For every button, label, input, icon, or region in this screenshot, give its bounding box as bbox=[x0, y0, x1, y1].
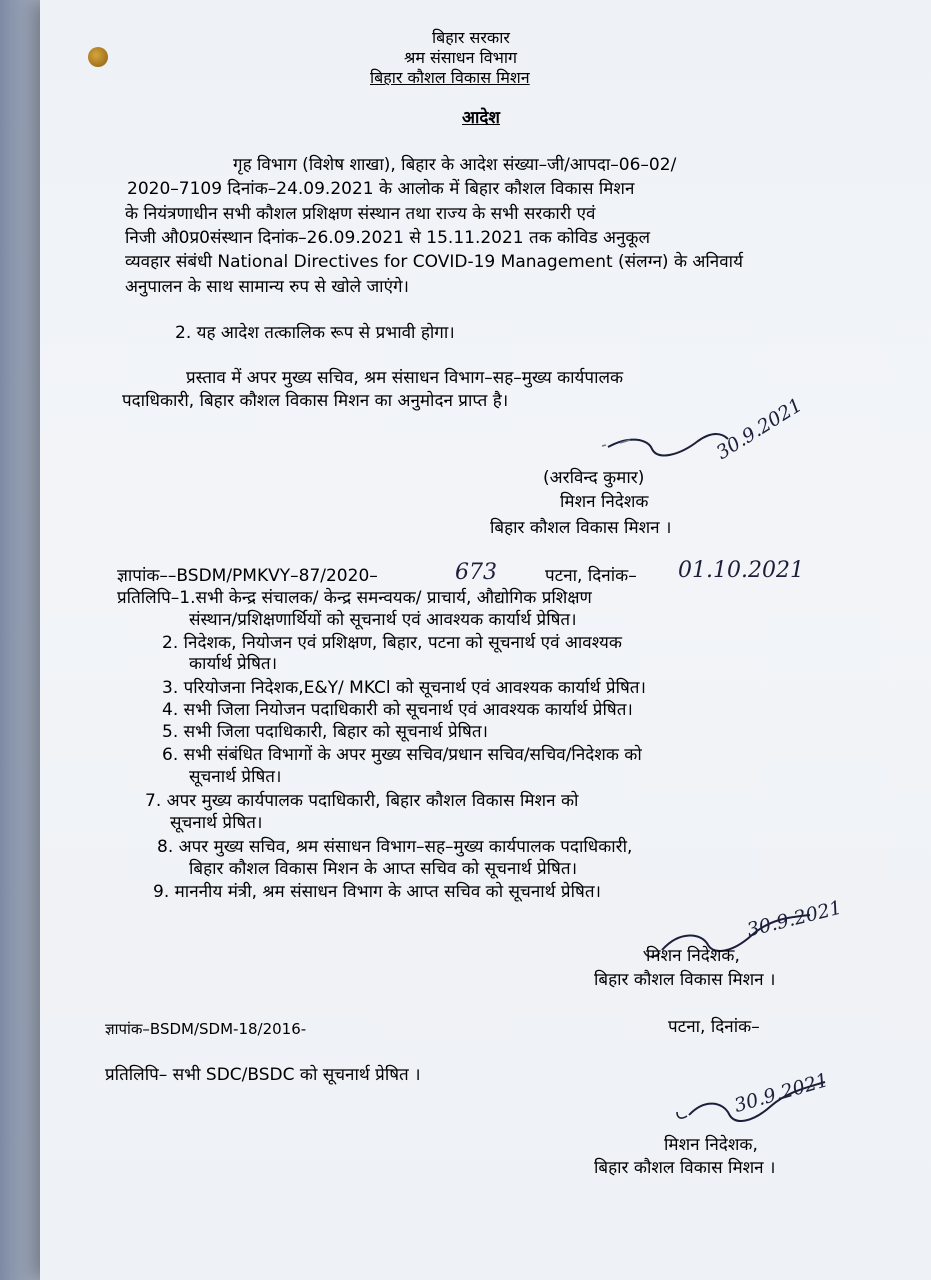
order-title: आदेश bbox=[462, 108, 500, 128]
signature-1-date: 30.9.2021 bbox=[712, 394, 807, 464]
memo1-ref: ज्ञापांक––BSDM/PMKVY–87/2020– bbox=[117, 566, 378, 586]
signatory3-org: बिहार कौशल विकास मिशन । bbox=[594, 1158, 776, 1178]
copy-item-2b: कार्यार्थ प्रेषित। bbox=[189, 654, 278, 674]
punch-hole bbox=[88, 47, 108, 67]
memo1-place-date: पटना, दिनांक– bbox=[545, 566, 637, 586]
copy-item-6b: सूचनार्थ प्रेषित। bbox=[189, 767, 282, 787]
para1-line2: 2020–7109 दिनांक–24.09.2021 के आलोक में बिहार कौशल विकास मिशन bbox=[127, 179, 635, 199]
header-government: बिहार सरकार bbox=[432, 28, 510, 47]
memo2-ref: ज्ञापांक–BSDM/SDM-18/2016- bbox=[105, 1020, 307, 1038]
para1-line5: व्यवहार संबंधी National Directives for COVID-19 Management (संलग्न) के अनिवार्य bbox=[125, 252, 743, 272]
scan-left-edge bbox=[0, 0, 40, 1280]
memo2-copy: प्रतिलिपि– सभी SDC/BSDC को सूचनार्थ प्रेषित । bbox=[105, 1065, 421, 1085]
copy-item-8b: बिहार कौशल विकास मिशन के आप्त सचिव को सूचनार्थ प्रेषित। bbox=[189, 859, 578, 879]
para2: 2. यह आदेश तत्कालिक रूप से प्रभावी होगा। bbox=[175, 323, 455, 343]
copy-item-1a: प्रतिलिपि–1.सभी केन्द्र संचालक/ केन्द्र समन्वयक/ प्राचार्य, औद्योगिक प्रशिक्षण bbox=[117, 588, 592, 608]
para1-line1: गृह विभाग (विशेष शाखा), बिहार के आदेश संख्या–जी/आपदा–06–02/ bbox=[233, 155, 677, 175]
copy-item-5: 5. सभी जिला पदाधिकारी, बिहार को सूचनार्थ प्रेषित। bbox=[162, 722, 488, 742]
signatory2-org: बिहार कौशल विकास मिशन । bbox=[594, 970, 776, 990]
para1-line4: निजी औ0प्र0संस्थान दिनांक–26.09.2021 से 15.11.2021 तक कोविड अनुकूल bbox=[125, 228, 650, 248]
signatory2-designation: मिशन निदेशक, bbox=[646, 946, 740, 966]
copy-item-2a: 2. निदेशक, नियोजन एवं प्रशिक्षण, बिहार, पटना को सूचनार्थ एवं आवश्यक bbox=[162, 633, 622, 653]
para3-line1: प्रस्ताव में अपर मुख्य सचिव, श्रम संसाधन विभाग–सह–मुख्य कार्यपालक bbox=[186, 368, 624, 388]
memo1-date: 01.10.2021 bbox=[678, 558, 804, 583]
copy-item-6a: 6. सभी संबंधित विभागों के अपर मुख्य सचिव/प्रधान सचिव/सचिव/निदेशक को bbox=[162, 745, 642, 765]
copy-item-7a: 7. अपर मुख्य कार्यपालक पदाधिकारी, बिहार कौशल विकास मिशन को bbox=[145, 791, 579, 811]
header-mission: बिहार कौशल विकास मिशन bbox=[370, 68, 530, 87]
signature-2-date: 30.9.2021 bbox=[744, 896, 844, 942]
para1-line3: के नियंत्रणाधीन सभी कौशल प्रशिक्षण संस्थान तथा राज्य के सभी सरकारी एवं bbox=[125, 204, 596, 224]
para3-line2: पदाधिकारी, बिहार कौशल विकास मिशन का अनुमोदन प्राप्त है। bbox=[122, 391, 509, 411]
copy-item-9: 9. माननीय मंत्री, श्रम संसाधन विभाग के आप्त सचिव को सूचनार्थ प्रेषित। bbox=[153, 882, 601, 902]
signatory1-designation: मिशन निदेशक bbox=[560, 492, 649, 512]
signature-3-date: 30.9.2021 bbox=[731, 1069, 831, 1117]
memo1-ref-number: 673 bbox=[455, 560, 497, 585]
header-department: श्रम संसाधन विभाग bbox=[404, 48, 518, 67]
signatory1-org: बिहार कौशल विकास मिशन । bbox=[490, 518, 672, 538]
memo2-place-date: पटना, दिनांक– bbox=[668, 1017, 760, 1037]
copy-item-7b: सूचनार्थ प्रेषित। bbox=[170, 813, 263, 833]
signatory1-name: (अरविन्द कुमार) bbox=[543, 468, 645, 488]
copy-item-3: 3. परियोजना निदेशक,E&Y/ MKCl को सूचनार्थ एवं आवश्यक कार्यार्थ प्रेषित। bbox=[162, 678, 646, 698]
copy-item-1b: संस्थान/प्रशिक्षणार्थियों को सूचनार्थ एवं आवश्यक कार्यार्थ प्रेषित। bbox=[189, 610, 577, 630]
signatory3-designation: मिशन निदेशक, bbox=[664, 1135, 758, 1155]
para1-line6: अनुपालन के साथ सामान्य रुप से खोले जाएंगे। bbox=[125, 277, 410, 297]
copy-item-8a: 8. अपर मुख्य सचिव, श्रम संसाधन विभाग–सह–मुख्य कार्यपालक पदाधिकारी, bbox=[157, 837, 633, 857]
copy-item-4: 4. सभी जिला नियोजन पदाधिकारी को सूचनार्थ एवं आवश्यक कार्यार्थ प्रेषित। bbox=[162, 700, 633, 720]
